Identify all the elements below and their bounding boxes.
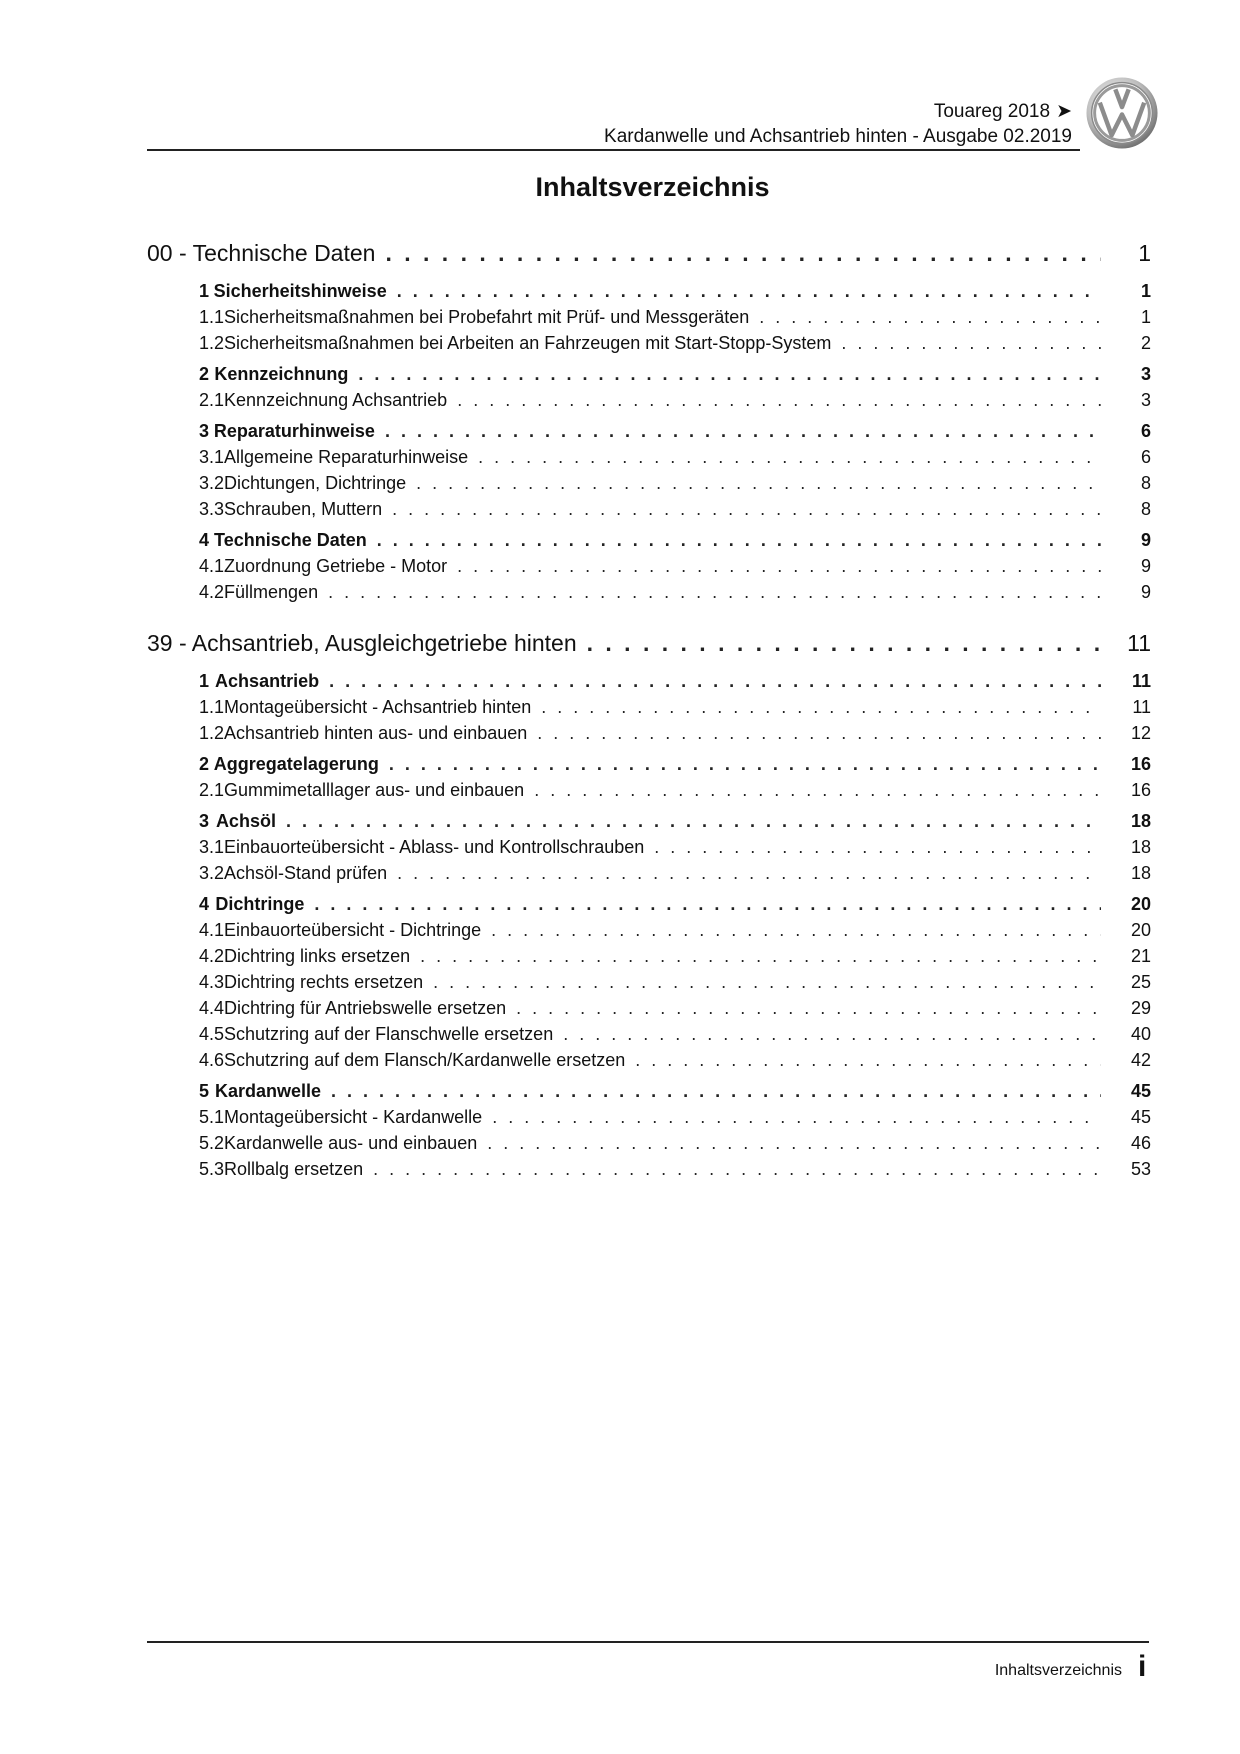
footer-page-number: i: [1138, 1650, 1147, 1683]
toc-subsection[interactable]: 4.2 Dichtring links ersetzen . . . 21: [147, 946, 1151, 972]
dot-leader: [654, 837, 1101, 858]
dot-leader: [841, 333, 1101, 354]
toc-subsection[interactable]: 2.1 Kennzeichnung Achsantrieb . . . 3: [147, 390, 1151, 416]
toc-section[interactable]: 2 Kennzeichnung . . . 3: [147, 364, 1151, 390]
toc-section[interactable]: 4 Technische Daten . . . 9: [147, 530, 1151, 556]
toc-subsection[interactable]: 4.5 Schutzring auf der Flanschwelle ersetzen . . . 40: [147, 1024, 1151, 1050]
toc-section[interactable]: 4 Dichtringe . . . 20: [147, 894, 1151, 920]
dot-leader: [563, 1024, 1101, 1045]
toc-subsection[interactable]: 5.1 Montageübersicht - Kardanwelle . . . 45: [147, 1107, 1151, 1133]
toc-subsection[interactable]: 1.1 Montageübersicht - Achsantrieb hinten . . . 11: [147, 697, 1151, 723]
dot-leader: [358, 364, 1101, 385]
toc-subsection[interactable]: 1.2 Achsantrieb hinten aus- und einbauen . . . 12: [147, 723, 1151, 749]
dot-leader: [385, 421, 1101, 442]
toc-subsection[interactable]: 4.3 Dichtring rechts ersetzen . . . 25: [147, 972, 1151, 998]
dot-leader: [516, 998, 1101, 1019]
dot-leader: [389, 754, 1101, 775]
running-header: [147, 92, 1072, 150]
toc-subsection[interactable]: 3.3 Schrauben, Muttern . . . 8: [147, 499, 1151, 525]
toc-section[interactable]: 5 Kardanwelle . . . 45: [147, 1081, 1151, 1107]
dot-leader: [373, 1159, 1101, 1180]
dot-leader: [491, 920, 1101, 941]
toc-subsection[interactable]: 4.4 Dichtring für Antriebswelle ersetzen . . . 29: [147, 998, 1151, 1024]
dot-leader: [478, 447, 1101, 468]
dot-leader: [331, 1081, 1101, 1102]
dot-leader: [759, 307, 1101, 328]
dot-leader: [416, 473, 1101, 494]
dot-leader: [487, 1133, 1101, 1154]
dot-leader: [537, 723, 1101, 744]
toc-section[interactable]: 1 Sicherheitshinweise . . . 1: [147, 281, 1151, 307]
dot-leader: [534, 780, 1101, 801]
toc-subsection[interactable]: 5.3 Rollbalg ersetzen . . . 53: [147, 1159, 1151, 1185]
dot-leader: [433, 972, 1101, 993]
dot-leader: [397, 281, 1101, 302]
dot-leader: [541, 697, 1101, 718]
dot-leader: [286, 811, 1101, 832]
toc-subsection[interactable]: 1.1 Sicherheitsmaßnahmen bei Probefahrt mit Prüf- und Messgeräten . . . 1: [147, 307, 1151, 333]
toc-subsection[interactable]: 3.1 Einbauorteübersicht - Ablass- und Kontrollschrauben . . . 18: [147, 837, 1151, 863]
toc-subsection[interactable]: 4.1 Zuordnung Getriebe - Motor . . . 9: [147, 556, 1151, 582]
header-subtitle: Kardanwelle und Achsantrieb hinten - Ausgabe 02.2019: [604, 126, 1072, 147]
arrow-right-icon: ➤: [1056, 101, 1072, 122]
page-title: Inhaltsverzeichnis: [535, 172, 770, 202]
toc-subsection[interactable]: 1.2 Sicherheitsmaßnahmen bei Arbeiten an Fahrzeugen mit Start-Stopp-System . . . 2: [147, 333, 1151, 359]
dot-leader: [635, 1050, 1101, 1071]
toc-subsection[interactable]: 4.6 Schutzring auf dem Flansch/Kardanwelle ersetzen . . . 42: [147, 1050, 1151, 1076]
vw-logo-icon: [1085, 76, 1159, 150]
toc-section[interactable]: 3 Reparaturhinweise . . . 6: [147, 421, 1151, 447]
toc-subsection[interactable]: 3.2 Dichtungen, Dichtringe . . . 8: [147, 473, 1151, 499]
toc-subsection[interactable]: 4.1 Einbauorteübersicht - Dichtringe . . . 20: [147, 920, 1151, 946]
footer-label: Inhaltsverzeichnis: [994, 1662, 1122, 1679]
header-title: Touareg 2018 ➤: [933, 101, 1072, 122]
toc-subsection[interactable]: 4.2 Füllmengen . . . 9: [147, 582, 1151, 608]
header-divider: [147, 149, 1080, 151]
toc-section[interactable]: 1 Achsantrieb . . . 11: [147, 671, 1151, 697]
toc-chapter[interactable]: 00 - Technische Daten . . . 1: [147, 240, 1151, 276]
toc-subsection[interactable]: 5.2 Kardanwelle aus- und einbauen . . . 46: [147, 1133, 1151, 1159]
toc-section[interactable]: 2 Aggregatelagerung . . . 16: [147, 754, 1151, 780]
toc-subsection[interactable]: 3.1 Allgemeine Reparaturhinweise . . . 6: [147, 447, 1151, 473]
dot-leader: [492, 1107, 1101, 1128]
toc-chapter[interactable]: 39 - Achsantrieb, Ausgleichgetriebe hinten . . . 11: [147, 630, 1151, 666]
dot-leader: [329, 671, 1101, 692]
toc-subsection[interactable]: 2.1 Gummimetalllager aus- und einbauen . . . 16: [147, 780, 1151, 806]
dot-leader: [328, 582, 1101, 603]
dot-leader: [587, 630, 1101, 657]
dot-leader: [314, 894, 1101, 915]
table-of-contents: [147, 240, 1151, 1185]
dot-leader: [377, 530, 1101, 551]
dot-leader: [392, 499, 1101, 520]
dot-leader: [385, 240, 1101, 267]
footer-divider: [147, 1641, 1149, 1643]
dot-leader: [420, 946, 1101, 967]
toc-subsection[interactable]: 3.2 Achsöl-Stand prüfen . . . 18: [147, 863, 1151, 889]
dot-leader: [457, 556, 1101, 577]
dot-leader: [457, 390, 1101, 411]
dot-leader: [397, 863, 1101, 884]
toc-section[interactable]: 3 Achsöl . . . 18: [147, 811, 1151, 837]
